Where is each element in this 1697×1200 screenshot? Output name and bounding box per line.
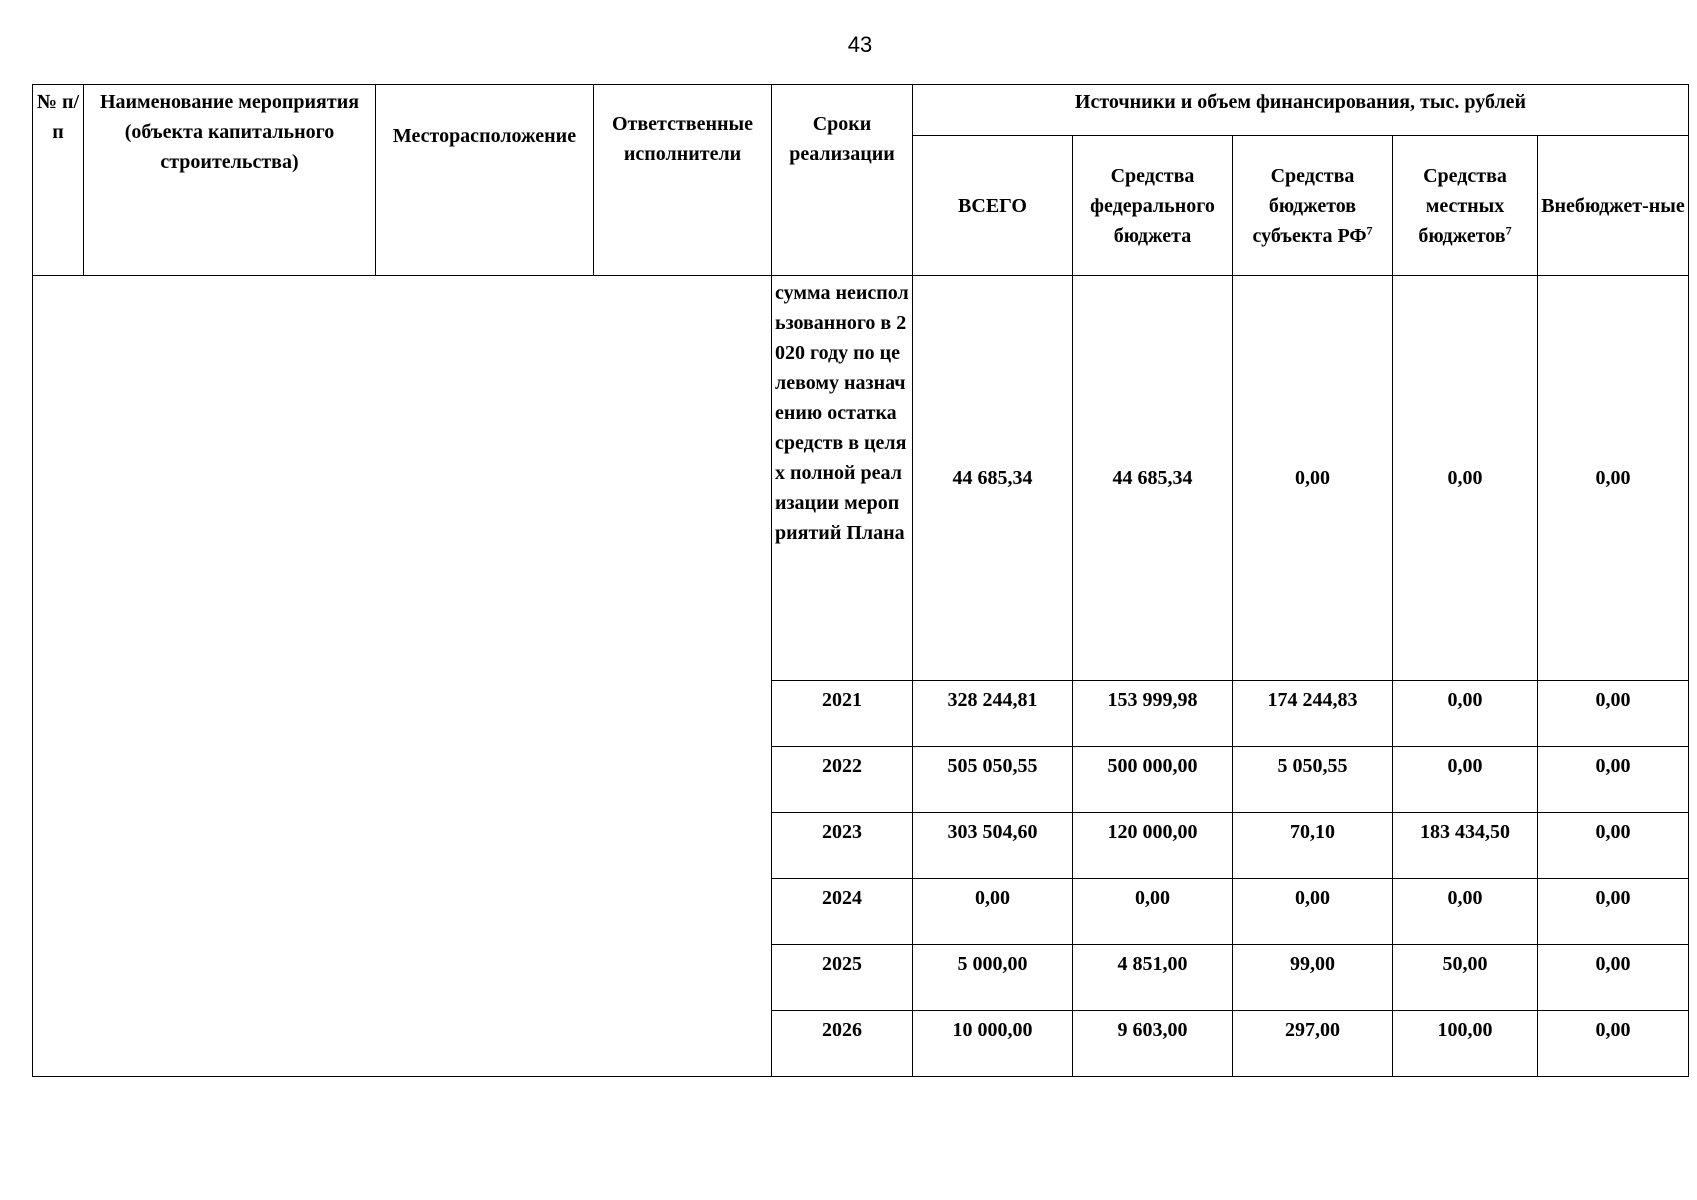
cell-total: 328 244,81 [913,681,1073,747]
table-row-remainder [33,276,1689,681]
cell-local: 100,00 [1393,1011,1538,1077]
cell-local: 0,00 [1393,276,1538,681]
cell-regional: 0,00 [1233,276,1393,681]
header-local-text: Средства местных бюджетов [1418,164,1507,247]
cell-total: 44 685,34 [913,276,1073,681]
header-regional-text: Средства бюджетов субъекта РФ [1252,164,1367,247]
cell-year: 2025 [772,945,913,1011]
header-num: № п/п [33,85,84,276]
cell-total: 5 000,00 [913,945,1073,1011]
cell-local: 0,00 [1393,747,1538,813]
cell-regional: 70,10 [1233,813,1393,879]
header-extra: Внебюджет-ные [1538,136,1689,276]
header-local [1393,136,1538,276]
cell-local: 0,00 [1393,879,1538,945]
page-number: 43 [847,32,873,57]
cell-total: 10 000,00 [913,1011,1073,1077]
cell-year: 2026 [772,1011,913,1077]
cell-extra: 0,00 [1538,681,1689,747]
header-responsible: Ответственные исполнители [594,85,772,276]
merged-empty-cell [33,276,772,1077]
cell-extra: 0,00 [1538,276,1689,681]
cell-regional: 0,00 [1233,879,1393,945]
cell-local: 50,00 [1393,945,1538,1011]
cell-regional: 174 244,83 [1233,681,1393,747]
cell-extra: 0,00 [1538,813,1689,879]
cell-year: 2021 [772,681,913,747]
header-regional-sup: 7 [1366,222,1373,237]
cell-total: 0,00 [913,879,1073,945]
cell-year: 2022 [772,747,913,813]
cell-year: 2024 [772,879,913,945]
cell-total: 303 504,60 [913,813,1073,879]
cell-extra: 0,00 [1538,879,1689,945]
cell-year: 2023 [772,813,913,879]
cell-regional: 297,00 [1233,1011,1393,1077]
cell-federal: 120 000,00 [1073,813,1233,879]
cell-federal: 4 851,00 [1073,945,1233,1011]
header-regional [1233,136,1393,276]
cell-extra: 0,00 [1538,1011,1689,1077]
cell-federal: 0,00 [1073,879,1233,945]
cell-federal: 153 999,98 [1073,681,1233,747]
financing-table [32,84,1689,1077]
cell-regional: 5 050,55 [1233,747,1393,813]
header-terms: Сроки реализации [772,85,913,276]
header-sources: Источники и объем финансирования, тыс. рублей [913,85,1689,136]
cell-local: 183 434,50 [1393,813,1538,879]
cell-federal: 44 685,34 [1073,276,1233,681]
cell-federal: 500 000,00 [1073,747,1233,813]
cell-federal: 9 603,00 [1073,1011,1233,1077]
cell-extra: 0,00 [1538,945,1689,1011]
cell-extra: 0,00 [1538,747,1689,813]
header-row-top [33,85,1689,136]
header-location: Месторасположение [376,85,594,276]
header-federal: Средства федерального бюджета [1073,136,1233,276]
cell-local: 0,00 [1393,681,1538,747]
header-total: ВСЕГО [913,136,1073,276]
header-local-sup: 7 [1505,222,1512,237]
term-description: сумма неиспользованного в 2020 году по целевому назначению остатка средств в целях полной реализации мероприятий Плана [772,276,913,681]
cell-total: 505 050,55 [913,747,1073,813]
header-name: Наименование мероприятия (объекта капитального строительства) [84,85,376,276]
cell-regional: 99,00 [1233,945,1393,1011]
